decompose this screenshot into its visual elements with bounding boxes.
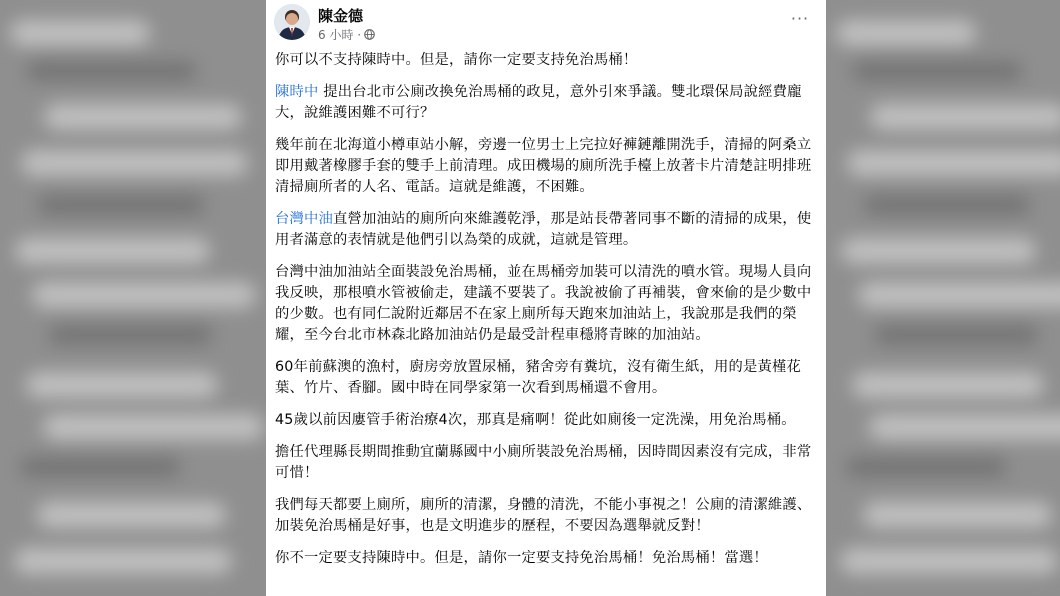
post-body: [266, 50, 826, 569]
post-paragraph: [275, 262, 814, 346]
blurred-streak: [27, 62, 196, 80]
paragraph-text: 提出台北市公廁改換免治馬桶的政見，意外引來爭議。雙北環保局說經費龐大，說維護困難不可行？: [275, 84, 802, 121]
blurred-streak: [10, 20, 150, 46]
paragraph-text: 45歲以前因廔管手術治療4次，那真是痛啊！從此如廁後一定洗澡，用免治馬桶。: [275, 412, 796, 428]
post-paragraph: [275, 82, 814, 124]
more-options-icon: ···: [790, 8, 810, 28]
blurred-streak: [875, 326, 1038, 344]
blurred-streak: [847, 150, 1060, 176]
blurred-streak: [20, 458, 180, 476]
globe-icon: [364, 29, 375, 40]
blurred-right-panel: [826, 0, 1060, 596]
blurred-left-panel: [0, 0, 266, 596]
blurred-streak: [43, 414, 264, 440]
blurred-streak: [836, 20, 976, 46]
post-paragraph: [275, 495, 814, 537]
blurred-streak: [852, 372, 1044, 398]
blurred-streak: [863, 502, 1052, 528]
blurred-streak: [26, 372, 218, 398]
post-time[interactable]: 6 小時 ·: [318, 28, 362, 42]
blurred-streak: [869, 414, 1060, 440]
blurred-streak: [840, 548, 1058, 574]
blurred-streak: [870, 104, 1060, 130]
paragraph-text: 我們每天都要上廁所，廁所的清潔，身體的清洗，不能小事視之！公廁的清潔維護、加裝免治馬桶是好事，也是文明進步的歷程，不要因為選舉就反對！: [275, 497, 812, 534]
blurred-streak: [37, 502, 226, 528]
blurred-streak: [38, 196, 204, 214]
avatar[interactable]: [274, 4, 310, 40]
blurred-streak: [864, 196, 1030, 214]
post-meta: [318, 26, 375, 43]
blurred-streak: [44, 104, 242, 130]
mention-link[interactable]: 台灣中油: [275, 211, 333, 227]
blurred-streak: [21, 150, 248, 176]
paragraph-text: 你可以不支持陳時中。但是，請你一定要支持免治馬桶！: [275, 52, 638, 68]
post-paragraph: [275, 209, 814, 251]
blurred-streak: [853, 62, 1022, 80]
paragraph-text: 台灣中油加油站全面裝設免治馬桶，並在馬桶旁加裝可以清洗的噴水管。現場人員向我反映，那根噴水管被偷走，建議不要裝了。我說被偷了再補裝，會來偷的是少數中的少數。也有同仁說附近鄰居不在家上廁所每天跑來加油站上，我說那是我們的榮耀，至今台北市林森北路加油站仍是最受計程車穩將青睞的加油站。: [275, 264, 812, 343]
more-options-button[interactable]: [786, 6, 814, 30]
paragraph-text: 60年前蘇澳的漁村，廚房旁放置尿桶，豬舍旁有糞坑，沒有衛生紙，用的是黃槿花葉、竹片、香腳。國中時在同學家第一次看到馬桶還不會用。: [275, 359, 801, 396]
post-paragraph: [275, 135, 814, 198]
paragraph-text: 幾年前在北海道小樽車站小解，旁邊一位男士上完拉好褲鏈離開洗手，清掃的阿桑立即用戴著橡膠手套的雙手上前清理。成田機場的廁所洗手檯上放著卡片清楚註明排班清掃廁所者的人名、電話。這就是維護，不困難。: [275, 137, 812, 195]
blurred-streak: [15, 238, 210, 264]
post-paragraph: [275, 50, 814, 71]
blurred-streak: [846, 458, 1006, 476]
blurred-streak: [858, 282, 1060, 308]
paragraph-text: 擔任代理縣長期間推動宜蘭縣國中小廁所裝設免治馬桶，因時間因素沒有完成，非常可惜！: [275, 444, 812, 481]
paragraph-text: 你不一定要支持陳時中。但是，請你一定要支持免治馬桶！免治馬桶！當選！: [275, 550, 768, 566]
mention-link[interactable]: 陳時中: [275, 84, 319, 100]
blurred-streak: [14, 548, 232, 574]
post-paragraph: [275, 442, 814, 484]
post-paragraph: [275, 548, 814, 569]
post-header: [266, 0, 826, 50]
blurred-streak: [32, 282, 256, 308]
blurred-streak: [49, 326, 212, 344]
blurred-streak: [841, 238, 1036, 264]
post-paragraph: [275, 410, 814, 431]
facebook-post: [266, 0, 826, 596]
author-name[interactable]: 陳金德: [318, 7, 364, 25]
post-paragraph: [275, 357, 814, 399]
paragraph-text: 直營加油站的廁所向來維護乾淨，那是站長帶著同事不斷的清掃的成果，使用者滿意的表情就是他們引以為榮的成就，這就是管理。: [275, 211, 812, 248]
